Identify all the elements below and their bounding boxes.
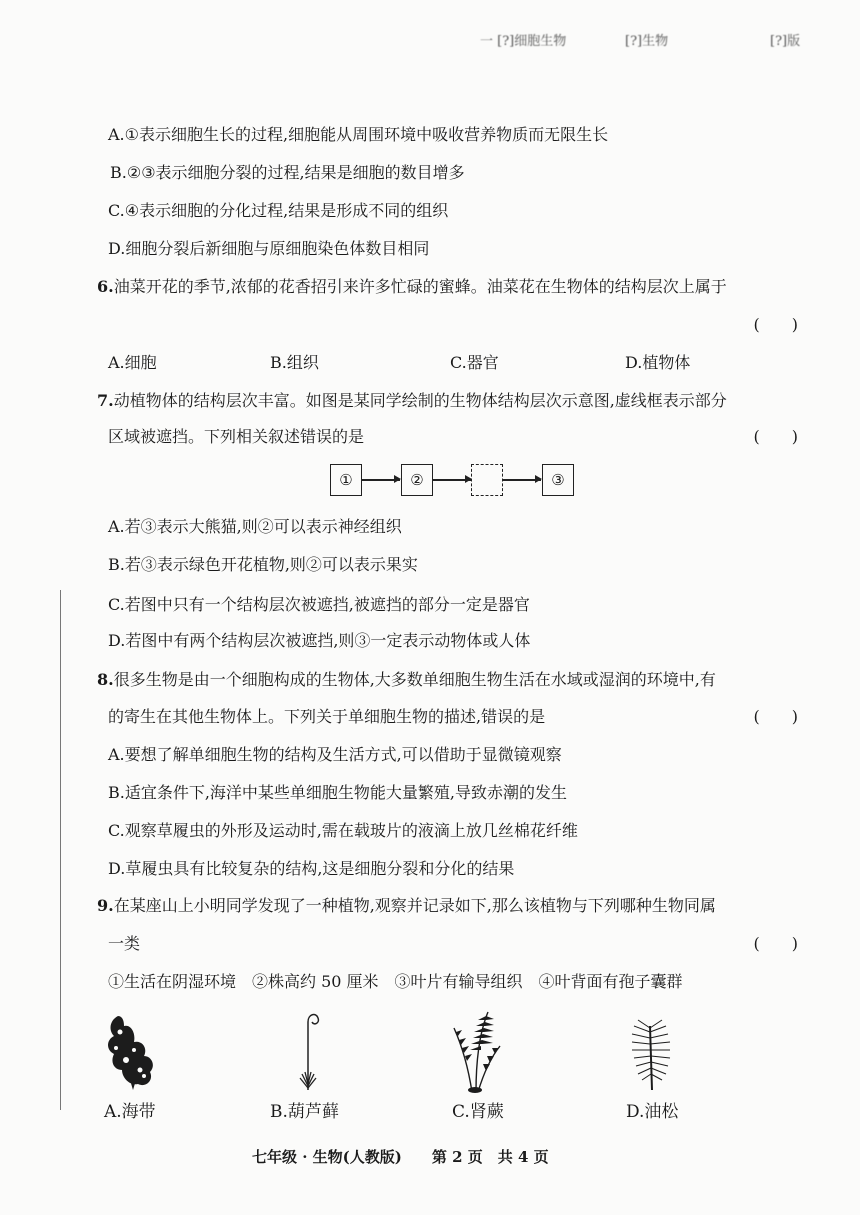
header-scrap: 一 [?]细胞生物 (480, 34, 567, 49)
diagram-arrow (362, 479, 400, 481)
q7-number: 7. (97, 391, 114, 410)
moss-icon (290, 1008, 326, 1094)
q7-answer-paren: ( ) (753, 427, 798, 446)
q9-option-d: D.油松 (626, 1102, 679, 1122)
q9-stem-line1 (97, 893, 716, 916)
q9-stem-line2: 一类 (108, 934, 141, 953)
q6-stem-text: 油菜开花的季节,浓郁的花香招引来许多忙碌的蜜蜂。油菜花在生物体的结构层次上属于 (113, 277, 727, 296)
q9-option-c: C.肾蕨 (452, 1102, 504, 1122)
q7-stem-line1 (97, 388, 727, 411)
diagram-box-3: ③ (542, 464, 574, 496)
diagram-arrow (503, 479, 541, 481)
fern-icon (448, 1006, 504, 1096)
q8-stem-line2: 的寄生在其他生物体上。下列关于单细胞生物的描述,错误的是 (108, 707, 546, 726)
q7-option-a: A.若③表示大熊猫,则②可以表示神经组织 (108, 517, 402, 536)
q9-stem-text: 在某座山上小明同学发现了一种植物,观察并记录如下,那么该植物与下列哪种生物同属 (113, 896, 716, 915)
q5-option-a: A.①表示细胞生长的过程,细胞能从周围环境中吸收营养物质而无限生长 (108, 125, 609, 144)
q6-answer-paren: ( ) (753, 315, 798, 334)
q9-option-b: B.葫芦藓 (270, 1102, 339, 1122)
q6-option-a: A.细胞 (108, 353, 157, 372)
q6-option-d: D.植物体 (625, 353, 691, 372)
q7-option-b: B.若③表示绿色开花植物,则②可以表示果实 (108, 555, 418, 574)
q8-stem-text: 很多生物是由一个细胞构成的生物体,大多数单细胞生物生活在水域或湿润的环境中,有 (113, 670, 716, 689)
header-scrap: [?]版 (770, 34, 801, 49)
diagram-arrow (433, 479, 471, 481)
q9-number: 9. (97, 896, 114, 915)
diagram-box-hidden (471, 464, 503, 496)
q6-option-c: C.器官 (450, 353, 499, 372)
q7-stem-text: 动植物体的结构层次丰富。如图是某同学绘制的生物体结构层次示意图,虚线框表示部分 (113, 391, 727, 410)
q7-option-c: C.若图中只有一个结构层次被遮挡,被遮挡的部分一定是器官 (108, 595, 530, 614)
q9-option-a: A.海带 (104, 1102, 156, 1122)
q8-number: 8. (97, 670, 114, 689)
margin-rule (60, 590, 61, 1110)
q8-answer-paren: ( ) (753, 707, 798, 726)
pine-branch-icon (628, 1016, 674, 1092)
q9-observations: ①生活在阴湿环境 ②株高约 50 厘米 ③叶片有输导组织 ④叶背面有孢子囊群 (108, 972, 683, 991)
q7-option-d: D.若图中有两个结构层次被遮挡,则③一定表示动物体或人体 (108, 631, 531, 650)
q8-option-d: D.草履虫具有比较复杂的结构,这是细胞分裂和分化的结果 (108, 859, 515, 878)
q6-stem (97, 274, 727, 297)
header-scrap: [?]生物 (625, 34, 669, 49)
q5-option-b: B.②③表示细胞分裂的过程,结果是细胞的数目增多 (110, 163, 465, 182)
q8-option-c: C.观察草履虫的外形及运动时,需在载玻片的液滴上放几丝棉花纤维 (108, 821, 578, 840)
q6-number: 6. (97, 277, 114, 296)
diagram-box-1: ① (330, 464, 362, 496)
page-footer: 七年级 · 生物(人教版) 第 2 页 共 4 页 (252, 1148, 549, 1166)
kelp-icon (100, 1010, 160, 1092)
q7-stem-line2: 区域被遮挡。下列相关叙述错误的是 (108, 427, 365, 446)
q8-stem-line1 (97, 667, 716, 690)
diagram-box-2: ② (401, 464, 433, 496)
q8-option-b: B.适宜条件下,海洋中某些单细胞生物能大量繁殖,导致赤潮的发生 (108, 783, 568, 802)
q9-answer-paren: ( ) (753, 934, 798, 953)
q8-option-a: A.要想了解单细胞生物的结构及生活方式,可以借助于显微镜观察 (108, 745, 562, 764)
q5-option-d: D.细胞分裂后新细胞与原细胞染色体数目相同 (108, 239, 430, 258)
q6-option-b: B.组织 (270, 353, 319, 372)
q5-option-c: C.④表示细胞的分化过程,结果是形成不同的组织 (108, 201, 449, 220)
